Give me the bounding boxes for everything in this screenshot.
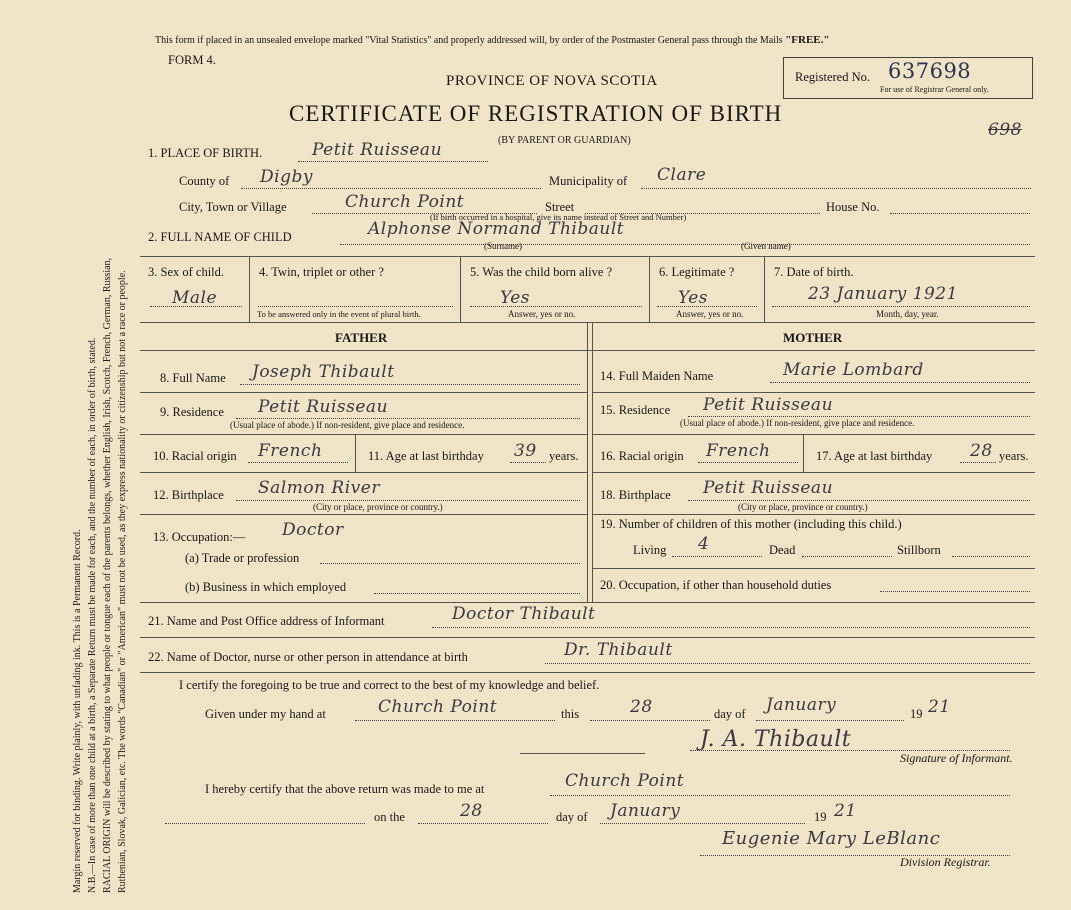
child-name-line — [340, 244, 1030, 245]
father-rule-4 — [140, 514, 587, 515]
given-day-line — [590, 720, 710, 721]
sex-line — [150, 306, 242, 307]
mother-living-line — [672, 556, 762, 557]
city-label: City, Town or Village — [179, 200, 287, 214]
province-heading: PROVINCE OF NOVA SCOTIA — [446, 73, 658, 89]
informant-top-rule — [140, 602, 1035, 603]
child-name-value: Alphonse Normand Thibault — [368, 219, 625, 239]
given-this-label: this — [561, 707, 580, 721]
certify-text: I certify the foregoing to be true and correct to the best of my knowledge and belief. — [179, 678, 600, 692]
father-age-label: 11. Age at last birthday — [368, 449, 484, 463]
mother-rule-5 — [592, 568, 1035, 569]
father-rule-2 — [140, 434, 587, 435]
county-value: Digby — [260, 167, 313, 187]
birth-date-value: 23 January 1921 — [808, 284, 958, 304]
birth-date-label: 7. Date of birth. — [774, 265, 854, 279]
birth-date-line — [772, 306, 1030, 307]
father-racial-line — [248, 462, 348, 463]
postal-free: "FREE." — [785, 34, 830, 46]
mother-name-line — [770, 382, 1030, 383]
mother-dead-label: Dead — [769, 543, 796, 557]
father-name-label: 8. Full Name — [160, 371, 226, 385]
child-name-label: 2. FULL NAME OF CHILD — [148, 230, 292, 244]
postal-note — [155, 34, 830, 46]
county-label: County of — [179, 174, 230, 188]
row-divider-4 — [764, 256, 765, 322]
registered-number-box — [783, 57, 1033, 99]
mother-rule-1 — [592, 392, 1035, 393]
alive-value: Yes — [500, 288, 531, 308]
father-name-value: Joseph Thibault — [252, 362, 395, 382]
doctor-label: 22. Name of Doctor, nurse or other person in attendance at birth — [148, 650, 468, 664]
mother-abode-note: (Usual place of abode.) If non-resident, give place and residence. — [680, 418, 915, 428]
sex-label: 3. Sex of child. — [148, 265, 225, 279]
informant-rule — [140, 637, 1035, 638]
mother-living-label: Living — [633, 543, 667, 557]
return-day: 28 — [460, 801, 483, 821]
mother-racial-label: 16. Racial origin — [600, 449, 684, 463]
father-age-line — [510, 462, 546, 463]
given-place-line — [355, 720, 555, 721]
mother-rule-2 — [592, 434, 1035, 435]
mother-name-label: 14. Full Maiden Name — [600, 369, 714, 383]
mother-racial-value: French — [706, 441, 771, 461]
municipality-label: Municipality of — [549, 174, 628, 188]
father-birthplace-line — [236, 500, 580, 501]
father-residence-value: Petit Ruisseau — [258, 397, 389, 417]
given-place: Church Point — [378, 697, 498, 717]
father-trade-label: (a) Trade or profession — [185, 551, 300, 565]
registered-number: 637698 — [888, 59, 972, 83]
form-number: FORM 4. — [168, 53, 216, 67]
return-day-of: day of — [556, 810, 588, 824]
father-business-line — [374, 593, 580, 594]
doctor-value: Dr. Thibault — [564, 640, 673, 660]
legitimate-label: 6. Legitimate ? — [659, 265, 735, 279]
legitimate-note: Answer, yes or no. — [676, 309, 744, 319]
father-rule-1 — [140, 392, 587, 393]
mother-dead-line — [802, 556, 892, 557]
mother-residence-value: Petit Ruisseau — [703, 395, 834, 415]
doctor-rule — [140, 672, 1035, 673]
mother-racial-line — [698, 462, 798, 463]
twin-line — [258, 306, 453, 307]
place-of-birth-label: 1. PLACE OF BIRTH. — [148, 146, 263, 160]
mother-residence-line — [688, 416, 1030, 417]
municipality-line — [641, 188, 1031, 189]
row-divider-1 — [249, 256, 250, 322]
father-racial-divider — [355, 434, 356, 472]
informant-signature: J. A. Thibault — [700, 727, 852, 752]
mother-occupation-line — [880, 591, 1030, 592]
return-text: I hereby certify that the above return was made to me at — [205, 782, 485, 796]
father-occupation-label: 13. Occupation:— — [153, 530, 246, 544]
father-age-value: 39 — [514, 441, 537, 461]
registrar-label: Division Registrar. — [900, 855, 991, 869]
father-birthplace-label: 12. Birthplace — [153, 488, 224, 502]
legitimate-value: Yes — [678, 288, 709, 308]
doctor-line — [545, 663, 1030, 664]
house-label: House No. — [826, 200, 880, 214]
mother-years: years. — [999, 449, 1029, 463]
postal-note-text: This form if placed in an unsealed envelope marked "Vital Statistics" and properly addressed will, by order of the Postmaster General pass through the Mails — [155, 35, 783, 46]
mother-age-value: 28 — [970, 441, 993, 461]
informant-label: 21. Name and Post Office address of Informant — [148, 614, 385, 628]
father-name-line — [240, 384, 580, 385]
father-birthplace-note: (City or place, province or country.) — [313, 502, 443, 512]
side-note-nationality: Ruthenian, Slovak, Galician, etc. The words "Canadian" or "American" must not be used, as they express nationality or citizenship but not a race or people. — [117, 270, 128, 893]
legitimate-line — [657, 306, 757, 307]
surname-note: (Surname) — [484, 241, 522, 251]
side-note-binding: Margin reserved for binding. Write plainly, with unfading ink. This is a Permanent Record. — [72, 529, 83, 893]
father-business-label: (b) Business in which employed — [185, 580, 347, 594]
row-divider-3 — [649, 256, 650, 322]
father-racial-label: 10. Racial origin — [153, 449, 237, 463]
father-racial-value: French — [258, 441, 323, 461]
mother-occupation-label: 20. Occupation, if other than household duties — [600, 578, 832, 592]
hospital-note: (If birth occurred in a hospital, give its name instead of Street and Number) — [430, 212, 687, 222]
informant-value: Doctor Thibault — [452, 604, 596, 624]
birth-date-note: Month, day, year. — [876, 309, 939, 319]
informant-line — [432, 627, 1030, 628]
return-day-line — [418, 823, 548, 824]
parents-divider-2 — [592, 322, 593, 602]
page-title: CERTIFICATE OF REGISTRATION OF BIRTH — [289, 101, 783, 126]
alive-label: 5. Was the child born alive ? — [470, 265, 613, 279]
father-trade-line — [320, 563, 580, 564]
father-years: years. — [549, 449, 579, 463]
father-rule-3 — [140, 472, 587, 473]
father-occupation-value: Doctor — [282, 520, 344, 540]
return-on-the: on the — [374, 810, 405, 824]
side-note-racial-origin: RACIAL ORIGIN will be described by stating to what people or tongue each of the parents belongs, whether English, Irish, Scotch, French, German, Russian, — [102, 257, 113, 893]
page-subtitle: (BY PARENT OR GUARDIAN) — [498, 135, 631, 146]
row-top-rule — [140, 256, 1035, 257]
mother-living-value: 4 — [698, 534, 710, 554]
mother-residence-label: 15. Residence — [600, 403, 671, 417]
municipality-value: Clare — [657, 165, 707, 185]
mother-racial-divider — [803, 434, 804, 472]
given-name-note: (Given name) — [741, 241, 791, 251]
mother-stillborn-line — [952, 556, 1030, 557]
side-note-multiple-births: N.B.—In case of more than one child at a birth, a Separate Return must be made for each, and the number of each, in order of birth, stated. — [87, 337, 98, 893]
house-line — [890, 213, 1030, 214]
alive-line — [470, 306, 642, 307]
mother-birthplace-label: 18. Birthplace — [600, 488, 671, 502]
given-year: 21 — [928, 697, 951, 717]
registered-label: Registered No. — [795, 70, 870, 84]
given-month: January — [766, 695, 837, 715]
father-heading: FATHER — [335, 330, 388, 345]
father-residence-line — [236, 418, 580, 419]
given-day-of-label: day of — [714, 707, 746, 721]
mother-children-label: 19. Number of children of this mother (including this child.) — [600, 517, 902, 531]
return-year-prefix: 19 — [814, 810, 827, 824]
place-of-birth-line — [298, 161, 488, 162]
parents-divider-1 — [587, 322, 588, 602]
mother-birthplace-value: Petit Ruisseau — [703, 478, 834, 498]
return-month-line — [600, 823, 805, 824]
mother-rule-3 — [592, 472, 1035, 473]
sex-value: Male — [172, 288, 218, 308]
father-abode-note: (Usual place of abode.) If non-resident, give place and residence. — [230, 420, 465, 430]
registrar-signature: Eugenie Mary LeBlanc — [722, 828, 941, 849]
return-lead-line — [165, 823, 365, 824]
twin-note: To be answered only in the event of plural birth. — [257, 309, 421, 319]
street-label: Street — [545, 200, 575, 214]
city-value: Church Point — [345, 192, 465, 212]
return-month: January — [610, 801, 681, 821]
given-label: Given under my hand at — [205, 707, 326, 721]
row-divider-2 — [460, 256, 461, 322]
mother-birthplace-note: (City or place, province or country.) — [738, 502, 868, 512]
mother-rule-4 — [592, 514, 1035, 515]
mother-birthplace-line — [688, 500, 1030, 501]
return-place-line — [550, 795, 1010, 796]
given-month-line — [756, 720, 904, 721]
mother-name-value: Marie Lombard — [783, 360, 924, 380]
given-day: 28 — [630, 697, 653, 717]
corner-number: 698 — [988, 120, 1022, 140]
return-year: 21 — [834, 801, 857, 821]
alive-note: Answer, yes or no. — [508, 309, 576, 319]
given-year-prefix: 19 — [910, 707, 923, 721]
place-of-birth-value: Petit Ruisseau — [312, 140, 443, 160]
return-place: Church Point — [565, 771, 685, 791]
registrar-use-note: For use of Registrar General only. — [880, 85, 989, 94]
county-line — [241, 188, 541, 189]
mother-age-label: 17. Age at last birthday — [816, 449, 933, 463]
mother-age-line — [960, 462, 996, 463]
mother-heading: MOTHER — [783, 330, 843, 345]
father-residence-label: 9. Residence — [160, 405, 224, 419]
mother-stillborn-label: Stillborn — [897, 543, 941, 557]
informant-signature-label: Signature of Informant. — [900, 751, 1013, 765]
center-rule — [520, 753, 645, 754]
twin-label: 4. Twin, triplet or other ? — [259, 265, 384, 279]
father-birthplace-value: Salmon River — [258, 478, 380, 498]
